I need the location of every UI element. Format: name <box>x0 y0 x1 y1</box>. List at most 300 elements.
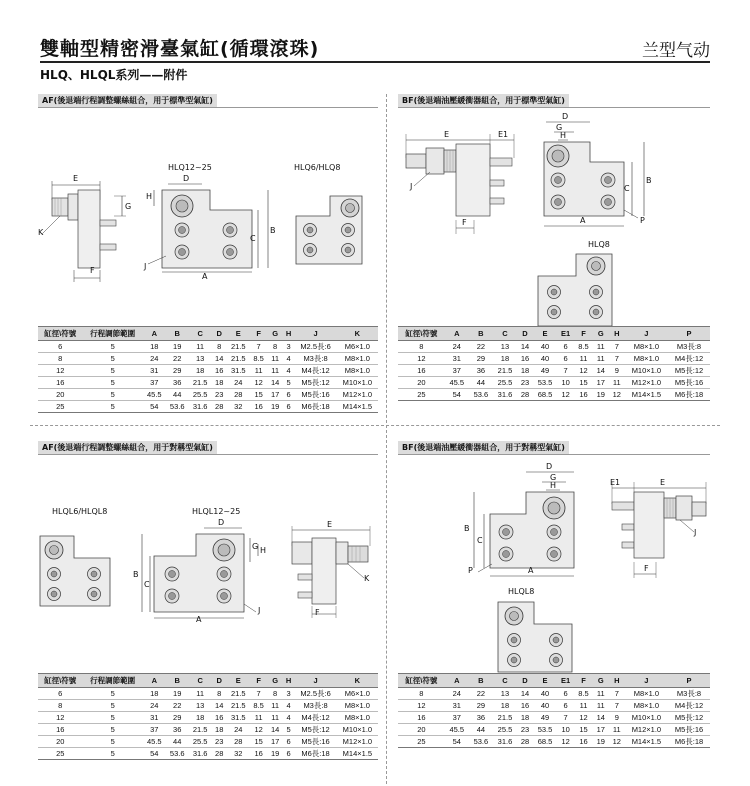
table-cell: 13 <box>189 353 212 365</box>
table-cell: M2.5長:6 <box>294 688 336 700</box>
table-cell: M12×1.0 <box>625 377 668 389</box>
table-cell: 28 <box>227 389 250 401</box>
table-cell: 13 <box>493 688 517 700</box>
table-cell: 8.5 <box>250 700 268 712</box>
table-cell: 12 <box>574 712 593 724</box>
column-header: P <box>668 674 710 688</box>
column-header: 缸徑\符號 <box>38 674 82 688</box>
table-cell: 16 <box>574 736 593 748</box>
af-symmetric-front-view-hlql6-8 <box>36 532 116 612</box>
table-cell: 8 <box>212 341 227 353</box>
table-cell: M5長:16 <box>668 377 710 389</box>
table-cell: 18 <box>212 377 227 389</box>
spec-table-bf-standard <box>398 326 710 401</box>
table-cell: 21.5 <box>493 365 517 377</box>
table-cell: 21.5 <box>189 377 212 389</box>
table-cell: 25.5 <box>189 736 212 748</box>
table-cell: 14 <box>593 712 609 724</box>
table-cell: 5 <box>82 700 142 712</box>
table-cell: 28 <box>212 401 227 413</box>
header-rule <box>40 61 710 63</box>
table-cell: 31.5 <box>227 712 250 724</box>
table-cell: 25.5 <box>493 377 517 389</box>
table-cell: 16 <box>517 700 533 712</box>
table-cell: M8×1.0 <box>625 688 668 700</box>
table-cell: 29 <box>469 700 493 712</box>
table-row <box>38 748 378 760</box>
column-header: B <box>469 674 493 688</box>
dim-label-e: E <box>73 174 79 183</box>
table-cell: 18 <box>212 724 227 736</box>
table-cell: 13 <box>189 700 212 712</box>
spec-table-af-symmetric <box>38 673 378 760</box>
table-cell: 11 <box>189 688 212 700</box>
table-cell: M10×1.0 <box>337 724 378 736</box>
section-rule <box>38 107 378 108</box>
table-cell: 22 <box>166 700 189 712</box>
table-cell: 17 <box>593 724 609 736</box>
table-row <box>398 688 710 700</box>
table-cell: 19 <box>166 688 189 700</box>
section-rule <box>38 454 378 455</box>
table-cell: M5長:12 <box>294 724 336 736</box>
table-cell: 32 <box>227 748 250 760</box>
table-cell: 40 <box>533 353 557 365</box>
section-title-af-standard: AF(後退端行程調整螺絲組合，用于標準型氣缸) <box>38 94 217 107</box>
dim-label-e: E <box>327 520 333 529</box>
table-cell: M10×1.0 <box>625 365 668 377</box>
column-header: H <box>283 327 295 341</box>
table-cell: 12 <box>609 389 625 401</box>
table-cell: 12 <box>557 736 574 748</box>
table-cell: M5長:12 <box>668 365 710 377</box>
table-cell: 5 <box>283 377 295 389</box>
dim-label-c: C <box>477 536 483 545</box>
table-cell: 23 <box>212 389 227 401</box>
table-cell: 25.5 <box>493 724 517 736</box>
table-cell: M14×1.5 <box>625 736 668 748</box>
table-cell: 36 <box>166 377 189 389</box>
table-cell: M12×1.0 <box>337 389 378 401</box>
dim-label-h: H <box>260 546 267 555</box>
dim-label-p: P <box>640 216 645 225</box>
table-cell: 28 <box>227 736 250 748</box>
section-title-bf-standard: BF(後退端油壓緩衝器組合，用于標準型氣缸) <box>398 94 569 107</box>
column-header: 缸徑\符號 <box>38 327 82 341</box>
af-standard-front-view-hlq6-8 <box>290 192 370 272</box>
dim-label-d: D <box>183 174 190 183</box>
dim-label-e1: E1 <box>610 478 621 487</box>
table-cell: 16 <box>212 365 227 377</box>
table-cell: M3長:8 <box>294 700 336 712</box>
table-cell: 8.5 <box>574 688 593 700</box>
table-cell: 20 <box>38 736 82 748</box>
table-cell: 24 <box>227 724 250 736</box>
table-cell: M3長:8 <box>668 341 710 353</box>
table-cell: 22 <box>469 341 493 353</box>
section-title-af-symmetric: AF(後退端行程調整螺絲組合，用于對稱型氣缸) <box>38 441 217 454</box>
table-cell: 29 <box>166 712 189 724</box>
column-header: H <box>283 674 295 688</box>
dim-label-c: C <box>624 184 630 193</box>
table-cell: M6×1.0 <box>337 341 378 353</box>
table-cell: M8×1.0 <box>625 353 668 365</box>
table-cell: M3長:8 <box>294 353 336 365</box>
af-standard-side-view <box>38 170 133 285</box>
table-cell: 5 <box>283 724 295 736</box>
table-cell: M8×1.0 <box>625 341 668 353</box>
table-cell: 37 <box>143 724 166 736</box>
table-cell: 4 <box>283 700 295 712</box>
brand-name: 兰型气动 <box>642 41 710 61</box>
table-cell: M6長:18 <box>294 748 336 760</box>
section-rule <box>398 107 710 108</box>
model-label-hlq8: HLQ8 <box>588 240 610 249</box>
dim-label-a: A <box>202 272 208 281</box>
column-header: B <box>166 327 189 341</box>
column-header: F <box>250 674 268 688</box>
table-cell: 31 <box>445 700 469 712</box>
column-header: G <box>593 674 609 688</box>
table-cell: 11 <box>574 700 593 712</box>
table-cell: 12 <box>574 365 593 377</box>
table-cell: M8×1.0 <box>337 353 378 365</box>
table-cell: 68.5 <box>533 736 557 748</box>
table-cell: 6 <box>38 341 82 353</box>
table-cell: 8.5 <box>250 353 268 365</box>
table-cell: 19 <box>268 401 283 413</box>
table-cell: M14×1.5 <box>337 401 378 413</box>
column-header: J <box>625 674 668 688</box>
table-cell: 11 <box>593 341 609 353</box>
dim-label-e: E <box>660 478 666 487</box>
table-cell: 18 <box>189 365 212 377</box>
table-cell: 44 <box>469 377 493 389</box>
table-cell: 37 <box>143 377 166 389</box>
table-cell: 10 <box>557 724 574 736</box>
table-cell: 40 <box>533 700 557 712</box>
table-cell: 37 <box>445 712 469 724</box>
table-cell: 31.6 <box>189 748 212 760</box>
page-header <box>40 34 710 62</box>
table-cell: 9 <box>609 712 625 724</box>
table-cell: 11 <box>250 712 268 724</box>
table-cell: 31.6 <box>493 389 517 401</box>
dim-label-c: C <box>144 580 150 589</box>
column-header: D <box>212 327 227 341</box>
table-cell: M14×1.5 <box>337 748 378 760</box>
table-cell: 53.6 <box>469 736 493 748</box>
dim-label-f: F <box>90 266 95 275</box>
vertical-divider <box>386 94 387 784</box>
table-cell: M5長:16 <box>294 736 336 748</box>
table-cell: M6×1.0 <box>337 688 378 700</box>
table-cell: M8×1.0 <box>337 712 378 724</box>
table-cell: 15 <box>250 736 268 748</box>
table-cell: 53.6 <box>166 401 189 413</box>
table-cell: 11 <box>609 377 625 389</box>
table-cell: 7 <box>609 353 625 365</box>
table-row <box>398 377 710 389</box>
table-cell: 5 <box>82 724 142 736</box>
column-header: E <box>227 327 250 341</box>
table-cell: 5 <box>82 377 142 389</box>
column-header: G <box>268 674 283 688</box>
dim-label-a: A <box>196 615 202 624</box>
dim-label-j: J <box>144 262 147 271</box>
table-cell: 19 <box>593 736 609 748</box>
table-row <box>38 724 378 736</box>
column-header: A <box>143 674 166 688</box>
bf-standard-side-view <box>398 118 528 238</box>
table-row <box>398 353 710 365</box>
column-header: K <box>337 674 378 688</box>
table-cell: 14 <box>517 341 533 353</box>
table-cell: 14 <box>212 700 227 712</box>
bf-symmetric-front-view <box>462 462 592 587</box>
column-header: H <box>609 674 625 688</box>
table-cell: 5 <box>82 748 142 760</box>
dim-label-f: F <box>644 564 649 573</box>
column-header: 行程調節範圍 <box>82 674 142 688</box>
table-cell: 20 <box>398 377 445 389</box>
table-cell: 18 <box>143 341 166 353</box>
table-cell: 8 <box>398 341 445 353</box>
table-cell: 11 <box>268 353 283 365</box>
column-header: A <box>445 674 469 688</box>
table-cell: 12 <box>250 377 268 389</box>
table-cell: 5 <box>82 736 142 748</box>
table-cell: 31.6 <box>189 401 212 413</box>
table-cell: M12×1.0 <box>337 736 378 748</box>
table-cell: 23 <box>517 377 533 389</box>
table-cell: 44 <box>166 389 189 401</box>
table-cell: 8 <box>268 341 283 353</box>
table-cell: 18 <box>517 365 533 377</box>
column-header: 缸徑\符號 <box>398 674 445 688</box>
table-cell: 11 <box>189 341 212 353</box>
table-cell: 14 <box>593 365 609 377</box>
table-cell: 28 <box>212 748 227 760</box>
table-cell: 45.5 <box>143 736 166 748</box>
dim-label-j: J <box>410 182 413 191</box>
table-cell: 16 <box>517 353 533 365</box>
table-cell: M12×1.0 <box>625 724 668 736</box>
column-header: G <box>593 327 609 341</box>
table-cell: 6 <box>557 353 574 365</box>
table-cell: 13 <box>493 341 517 353</box>
table-cell: 29 <box>166 365 189 377</box>
table-cell: 28 <box>517 389 533 401</box>
dim-label-d: D <box>562 112 569 121</box>
bf-symmetric-front-view-hlql8 <box>494 598 584 678</box>
table-cell: 12 <box>398 700 445 712</box>
table-cell: 25 <box>398 736 445 748</box>
table-cell: 44 <box>166 736 189 748</box>
table-cell: M3長:8 <box>668 688 710 700</box>
table-cell: 16 <box>38 724 82 736</box>
table-cell: 11 <box>574 353 593 365</box>
table-cell: 54 <box>445 389 469 401</box>
table-row <box>38 736 378 748</box>
table-cell: 7 <box>250 688 268 700</box>
dim-label-e: E <box>444 130 450 139</box>
table-cell: 16 <box>250 401 268 413</box>
table-cell: 14 <box>212 353 227 365</box>
table-cell: 18 <box>517 712 533 724</box>
table-cell: 16 <box>398 365 445 377</box>
series-subtitle: HLQ、HLQL系列——附件 <box>40 68 188 82</box>
table-row <box>38 712 378 724</box>
table-cell: 4 <box>283 712 295 724</box>
column-header: 行程調節範圍 <box>82 327 142 341</box>
table-cell: 12 <box>38 365 82 377</box>
table-cell: 21.5 <box>189 724 212 736</box>
table-cell: 45.5 <box>445 377 469 389</box>
table-cell: 7 <box>609 688 625 700</box>
dim-label-e1: E1 <box>498 130 509 139</box>
table-cell: M6長:18 <box>294 401 336 413</box>
table-cell: 9 <box>609 365 625 377</box>
table-cell: 14 <box>517 688 533 700</box>
table-cell: 68.5 <box>533 389 557 401</box>
table-cell: 49 <box>533 712 557 724</box>
column-header: C <box>189 674 212 688</box>
table-cell: 11 <box>268 712 283 724</box>
table-cell: 18 <box>189 712 212 724</box>
section-title-bf-symmetric: BF(後退端油壓緩衝器組合，用于對稱型氣缸) <box>398 441 569 454</box>
table-cell: 4 <box>283 353 295 365</box>
table-cell: 4 <box>283 365 295 377</box>
table-cell: 18 <box>493 353 517 365</box>
table-cell: 31.6 <box>493 736 517 748</box>
table-cell: 21.5 <box>227 353 250 365</box>
table-cell: M4長:12 <box>294 712 336 724</box>
table-cell: 20 <box>38 389 82 401</box>
table-cell: 11 <box>593 700 609 712</box>
table-cell: 53.6 <box>469 389 493 401</box>
model-label-hlql12-25: HLQL12~25 <box>192 507 241 516</box>
table-cell: 31 <box>143 365 166 377</box>
table-cell: 6 <box>557 341 574 353</box>
column-header: C <box>493 327 517 341</box>
table-cell: M14×1.5 <box>625 389 668 401</box>
table-cell: 3 <box>283 688 295 700</box>
table-cell: 53.6 <box>166 748 189 760</box>
table-cell: 5 <box>82 712 142 724</box>
table-cell: 16 <box>574 389 593 401</box>
table-cell: 18 <box>143 688 166 700</box>
table-cell: 6 <box>38 688 82 700</box>
dim-label-h: H <box>146 192 153 201</box>
table-cell: 15 <box>250 389 268 401</box>
table-cell: 11 <box>250 365 268 377</box>
table-cell: 32 <box>227 401 250 413</box>
table-cell: 7 <box>250 341 268 353</box>
table-cell: 53.5 <box>533 377 557 389</box>
table-row <box>398 724 710 736</box>
table-cell: 5 <box>82 341 142 353</box>
table-row <box>38 353 378 365</box>
table-cell: 11 <box>268 365 283 377</box>
table-cell: 36 <box>469 712 493 724</box>
column-header: A <box>445 327 469 341</box>
table-cell: M4長:12 <box>668 700 710 712</box>
column-header: H <box>609 327 625 341</box>
table-row <box>38 389 378 401</box>
table-cell: 5 <box>82 389 142 401</box>
table-cell: 22 <box>469 688 493 700</box>
spec-table-bf-symmetric <box>398 673 710 748</box>
column-header: E <box>227 674 250 688</box>
table-cell: 5 <box>82 401 142 413</box>
bf-symmetric-side-view <box>600 470 715 590</box>
af-standard-front-view-hlq12-25 <box>140 172 280 282</box>
column-header: D <box>517 327 533 341</box>
table-cell: 15 <box>574 377 593 389</box>
dim-label-j: J <box>694 528 697 537</box>
table-cell: 24 <box>445 688 469 700</box>
table-cell: 17 <box>593 377 609 389</box>
dim-label-d: D <box>218 518 225 527</box>
table-cell: 16 <box>38 377 82 389</box>
table-cell: 12 <box>557 389 574 401</box>
column-header: E <box>533 327 557 341</box>
column-header: B <box>166 674 189 688</box>
table-cell: M2.5長:6 <box>294 341 336 353</box>
table-cell: 53.5 <box>533 724 557 736</box>
table-cell: 25 <box>38 401 82 413</box>
table-row <box>398 712 710 724</box>
bf-standard-front-view <box>528 112 658 237</box>
table-row <box>38 341 378 353</box>
table-cell: M5長:16 <box>294 389 336 401</box>
table-cell: 24 <box>143 353 166 365</box>
table-cell: 11 <box>593 353 609 365</box>
dim-label-g: G <box>125 202 132 211</box>
table-cell: 17 <box>268 389 283 401</box>
table-cell: 24 <box>143 700 166 712</box>
table-cell: 10 <box>557 377 574 389</box>
column-header: K <box>337 327 378 341</box>
table-cell: 12 <box>250 724 268 736</box>
table-cell: 11 <box>268 700 283 712</box>
table-cell: 45.5 <box>143 389 166 401</box>
column-header: 缸徑\符號 <box>398 327 445 341</box>
table-cell: 16 <box>398 712 445 724</box>
table-cell: 54 <box>143 748 166 760</box>
table-cell: 14 <box>268 724 283 736</box>
table-cell: 20 <box>398 724 445 736</box>
table-row <box>38 688 378 700</box>
table-cell: 11 <box>609 724 625 736</box>
table-cell: 12 <box>38 712 82 724</box>
table-cell: M8×1.0 <box>625 700 668 712</box>
table-row <box>38 700 378 712</box>
dim-label-h: H <box>550 481 557 490</box>
table-cell: M8×1.0 <box>337 365 378 377</box>
table-cell: 40 <box>533 688 557 700</box>
table-cell: M10×1.0 <box>337 377 378 389</box>
table-cell: 16 <box>250 748 268 760</box>
table-cell: 7 <box>609 341 625 353</box>
column-header: G <box>268 327 283 341</box>
table-cell: 11 <box>593 688 609 700</box>
section-rule <box>398 454 710 455</box>
table-cell: 8 <box>38 353 82 365</box>
column-header: D <box>212 674 227 688</box>
table-cell: 25 <box>38 748 82 760</box>
